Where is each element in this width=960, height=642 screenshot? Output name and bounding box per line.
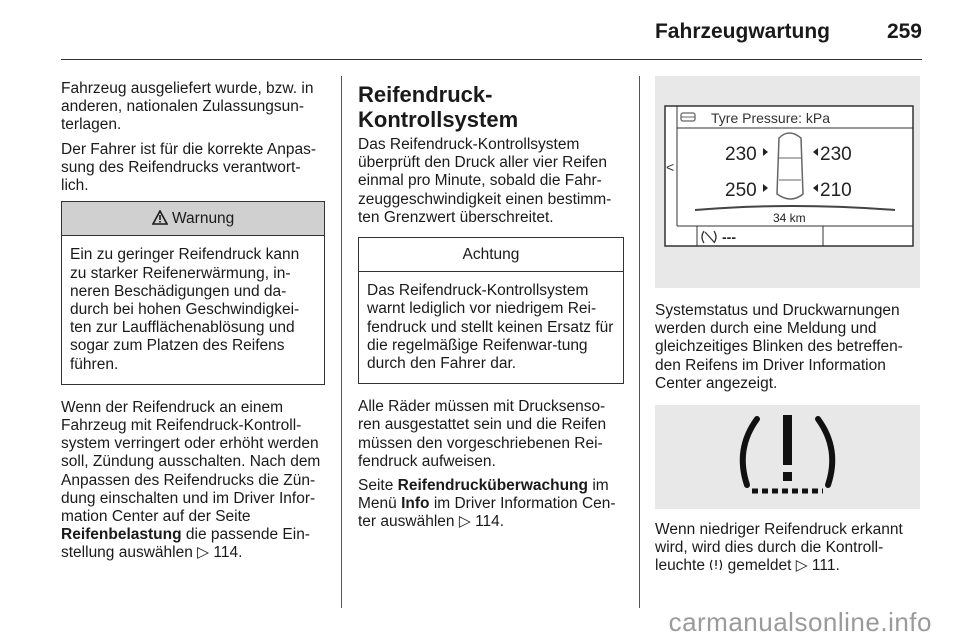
column-3: [655, 76, 920, 582]
paragraph: Seite Reifendrucküberwachung im Menü Info im Driver Information Cen-ter auswählen ▷ 114.: [358, 477, 616, 531]
warning-header: [62, 202, 324, 236]
column-2: [358, 80, 624, 538]
paragraph: Das Reifendruck-Kontrollsystem überprüft den Druck aller vier Reifen einmal pro Minute, sobald die Fahr-zeuggeschwindigkeit einen bestimm-ten Grenzwert überschreitet.: [358, 136, 612, 226]
pressure-rear-left: 250: [725, 180, 757, 201]
paragraph: Wenn der Reifendruck an einem Fahrzeug mit Reifendruck-Kontroll-system verringert oder erhöht werden soll, Zündung ausschalten. Nach dem Anpassen des Reifendrucks die Zün-dung einschalten und im Driver Infor-mation Center auf der Seite Reifenbelastung die passende Ein-stellung auswählen ▷ 114.: [61, 398, 321, 562]
pressure-front-right: 230: [820, 144, 852, 165]
page-reference: 114.: [213, 544, 243, 562]
header-title: Fahrzeugwartung: [654, 20, 830, 43]
notice-box: [358, 237, 624, 384]
tyre-pressure-display-figure: [655, 76, 920, 288]
menu-term: Reifendrucküberwachung: [397, 477, 588, 495]
watermark: carmanualsonline.info: [668, 607, 932, 637]
menu-term: Info: [401, 495, 430, 513]
section-title: Reifendruck-Kontrollsystem: [358, 82, 519, 132]
page-reference: 114.: [475, 513, 505, 531]
tyre-pressure-warning-icon: [655, 405, 920, 509]
warning-title: Warnung: [171, 210, 235, 228]
tyre-pressure-lamp-icon: [709, 558, 723, 572]
page-reference: 111.: [811, 557, 840, 575]
page-reference-icon: ▷: [197, 544, 210, 562]
notice-text: Das Reifendruck-Kontrollsystem warnt lediglich vor niedrigem Rei-fendruck und stellt keinen Ersatz für die regelmäßige Reifenwar-tung durch den Fahrer dar.: [367, 282, 614, 373]
paragraph: Der Fahrer ist für die korrekte Anpas-sung des Reifendrucks verantwort-lich.: [61, 140, 316, 195]
paragraph: Wenn niedriger Reifendruck erkannt wird, wird dies durch die Kontroll-leuchte gemeldet ▷ 111.: [655, 521, 903, 575]
pressure-front-left: 230: [725, 144, 757, 165]
tyre-warning-figure: [655, 405, 920, 509]
notice-header: Achtung: [359, 238, 623, 272]
menu-term: Reifenbelastung: [61, 526, 182, 544]
warning-triangle-icon: [152, 210, 168, 225]
back-arrow: <: [666, 159, 675, 175]
column-divider-2: [639, 76, 640, 608]
warning-text: Ein zu geringer Reifendruck kann zu starker Reifenerwärmung, in-neren Beschädigungen und da-durch bei hohen Geschwindigkei-ten zur Laufflächenablösung und sogar zum Platzen des Reifens führen.: [70, 246, 300, 373]
pressure-rear-right: 210: [820, 180, 852, 201]
page-reference-icon: ▷: [458, 513, 471, 531]
column-1: [61, 80, 325, 569]
display-title: Tyre Pressure: kPa: [711, 110, 831, 126]
warning-box: [61, 201, 325, 385]
column-divider-1: [341, 76, 342, 608]
page-number: 259: [886, 20, 922, 43]
paragraph: Systemstatus und Druckwarnungen werden durch eine Meldung und gleichzeitiges Blinken des betreffen-den Reifens im Driver Information Center angezeigt.: [655, 302, 903, 392]
header-divider: [61, 59, 922, 60]
paragraph: Fahrzeug ausgeliefert wurde, bzw. in anderen, nationalen Zulassungsun-terlagen.: [61, 80, 314, 134]
distance-value: 34 km: [773, 211, 806, 225]
tyre-pressure-display: [655, 76, 920, 288]
paragraph: Alle Räder müssen mit Drucksenso-ren ausgestattet sein und die Reifen müssen den vorgeschriebenen Rei-fendruck aufweisen.: [358, 398, 607, 470]
status-value: ---: [722, 229, 736, 245]
page-reference-icon: ▷: [795, 557, 808, 575]
